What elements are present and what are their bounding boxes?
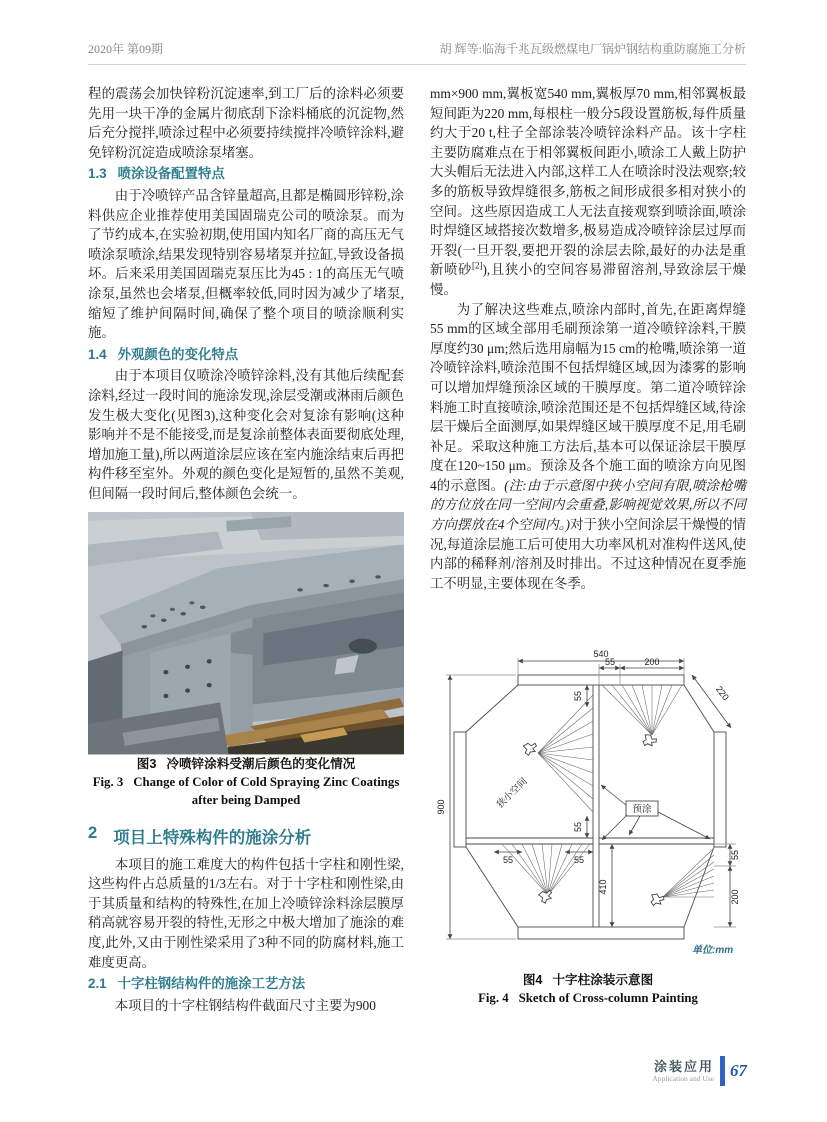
text-run: 对于狭小空间涂层干燥慢的情况,每道涂层施工后可使用大功率风机对准构件送风,使内部的稀释剂/溶剂及时排出。不过这种情况在夏季施工不明显,主要体现在冬季。 [430, 517, 746, 591]
heading-1-3 [88, 164, 404, 184]
dim-200-right: 200 [730, 889, 740, 905]
figure-label-en: Fig. 3 [92, 774, 124, 789]
heading-title: 外观颜色的变化特点 [117, 346, 239, 362]
paragraph-color-change: 由于本项目仅喷涂冷喷锌涂料,没有其他后续配套涂料,经过一段时间的施涂发现,涂层受潮或淋雨后颜色发生极大变化(见图3),这种变化会对复涂有影响(这种影响并不是不能接受,而是复涂前整体表面要彻底处理,增加施工量),所以两道涂层应该在室内施涂结束后再把构件移至室外。外观的颜色变化是短暂的,虽然不美观,但间隔一段时间后,整体颜色会统一。 [88, 368, 404, 501]
dim-55-right: 55 [730, 850, 740, 861]
figure4-diagram [430, 635, 750, 971]
two-column-body [88, 84, 746, 1015]
citation-ref-2: [2] [471, 260, 483, 271]
paragraph-solution [430, 300, 746, 594]
heading-title: 喷涂设备配置特点 [117, 166, 225, 182]
paragraph-cross-column [430, 84, 746, 300]
category-zh: 涂装应用 [653, 1059, 714, 1074]
running-title: 胡 辉等:临海千兆瓦级燃煤电厂锅炉钢结构重防腐施工分析 [439, 42, 746, 56]
heading-number: 1.4 [88, 346, 107, 362]
figure3-caption-zh [88, 755, 404, 774]
text-run: ),且狭小的空间容易滞留溶剂,导致涂层干燥慢。 [430, 262, 747, 297]
figure4-caption-en [430, 990, 746, 1008]
section-title: 项目上特殊构件的施涂分析 [113, 828, 312, 847]
figure3 [88, 512, 404, 809]
heading-section-2 [88, 824, 404, 848]
figure4-caption-zh [430, 971, 746, 990]
figure-label-en: Fig. 4 [478, 991, 509, 1006]
dim-55-weld-mid: 55 [573, 822, 583, 833]
right-column [430, 84, 746, 1015]
figure-title-en: Change of Color of Cold Spraying Zinc Coatings after being Damped [133, 774, 400, 807]
heading-number: 1.3 [88, 166, 107, 182]
figure-label: 图3 [136, 756, 157, 771]
dim-220-chamfer: 220 [713, 684, 731, 703]
figure-label: 图4 [522, 973, 543, 988]
heading-number: 2.1 [88, 976, 107, 992]
figure-title: 冷喷锌涂料受潮后颜色的变化情况 [166, 756, 356, 771]
heading-1-4 [88, 345, 404, 365]
figure-title: 十字柱涂装示意图 [552, 973, 654, 988]
left-column [88, 84, 404, 1015]
dim-540: 540 [593, 649, 609, 660]
spray-gun-icon [641, 733, 658, 749]
category-en: Application and Use [652, 1074, 714, 1083]
narrow-space-label: 狭小空间 [494, 776, 530, 811]
dim-55-top: 55 [604, 657, 616, 668]
dim-410-web: 410 [598, 879, 608, 895]
text-run: mm×900 mm,翼板宽540 mm,翼板厚70 mm,相邻翼板最短间距为220 mm,每根柱一般分5段设置筋板,每件质量约大于20 t,柱子全部涂装冷喷锌涂料产品。该十字柱主要防腐难点在于相邻翼板间距小,喷涂工人戴上防护大头帽后无法进入内部,这样工人在喷涂时没法观察;较多的筋板导致焊缝很多,筋板之间形成很多相对狭小的空间。这些原因造成工人无法直接观察到喷涂面,喷涂时焊缝区域搭接次数增多,极易造成冷喷锌涂层过厚而开裂(一旦开裂,要把开裂的涂层去除,最好的办法是重新喷砂 [430, 86, 746, 278]
spray-gun-icon [523, 743, 538, 757]
figure4 [430, 635, 746, 1008]
footer-accent-bar [720, 1056, 725, 1086]
note-text: (注:由于示意图中狭小空间有限,喷涂枪嘴的方位放在同一空间内会重叠,影响视觉效果,所以不同方向摆放在4个空间内。) [430, 477, 746, 533]
paragraph-special-components: 本项目的施工难度大的构件包括十字柱和刚性梁,这些构件占总质量的1/3左右。对于十字柱和刚性梁,由于其质量和结构的特殊性,在加上冷喷锌涂料涂层膜厚稍高就容易开裂的特性,无形之中极大增加了施涂的难度,此外,又由于刚性梁采用了3种不同的防腐材料,施工难度更高。 [88, 856, 404, 970]
dim-900-height: 900 [436, 799, 446, 815]
section-number: 2 [88, 823, 98, 842]
heading-2-1 [88, 974, 404, 994]
page-header [88, 40, 746, 65]
unit-label: 单位:mm [692, 945, 734, 957]
issue-info: 2020年 第09期 [88, 42, 164, 56]
page-number: 67 [730, 1061, 747, 1080]
figure3-photo [88, 512, 404, 754]
dim-55-weld-bottom-left: 55 [502, 855, 514, 866]
figure3-caption-en [88, 774, 404, 810]
text-run: 为了解决这些难点,喷涂内部时,首先,在距离焊缝55 mm的区域全部用毛刷预涂第一道冷喷锌涂料,干膜厚度约30 μm;然后选用扇幅为15 cm的枪嘴,喷涂第一道冷喷锌涂料,喷涂范围不包括焊缝区域,因为漆雾的影响可以增加焊缝预涂区域的干膜厚度。第二道冷喷锌涂料施工时直接喷涂,喷涂范围还是不包括焊缝区域,待涂层干燥后全面测厚,如果焊缝区域干膜厚度不足,用毛刷补足。采取这种施工方法后,基本可以保证涂层干膜厚度在120~150 μm。预涂及各个施工面的喷涂方向见图4的示意图。 [430, 301, 746, 493]
dim-200-top: 200 [644, 657, 660, 668]
paragraph-cross-column-start: 本项目的十字柱钢结构件截面尺寸主要为900 [114, 997, 376, 1013]
heading-title: 十字柱钢结构件的施涂工艺方法 [117, 976, 306, 992]
paragraph-continued: 程的震荡会加快锌粉沉淀速率,到工厂后的涂料必须要先用一块干净的金属片彻底刮下涂料桶底的沉淀物,然后充分搅拌,喷涂过程中必须要持续搅拌冷喷锌涂料,避免锌粉沉淀造成喷涂泵堵塞。 [88, 86, 404, 160]
column-category [652, 1059, 714, 1083]
spray-gun-icon [650, 893, 665, 907]
figure-title-en: Sketch of Cross-column Painting [518, 991, 698, 1006]
dim-55-weld-bottom-right: 55 [573, 855, 585, 866]
precoat-label: 预涂 [632, 804, 652, 816]
dim-55-weld-top: 55 [573, 691, 583, 702]
paragraph-equipment: 由于冷喷锌产品含锌量超高,且都是椭圆形锌粉,涂料供应企业推荐使用美国固瑞克公司的喷涂泵。而为了节约成本,在实验初期,使用国内知名厂商的高压无气喷涂泵喷涂,结果发现特别容易堵泵并拉缸,导致设备损坏。后来采用美国固瑞克泵压比为45 : 1的高压无气喷涂泵,虽然也会堵泵,但概率较低,同时因为减少了堵泵,缩短了维护间隔时间,确保了整个项目的喷涂顺利实施。 [88, 187, 404, 341]
page-footer [652, 1056, 747, 1086]
